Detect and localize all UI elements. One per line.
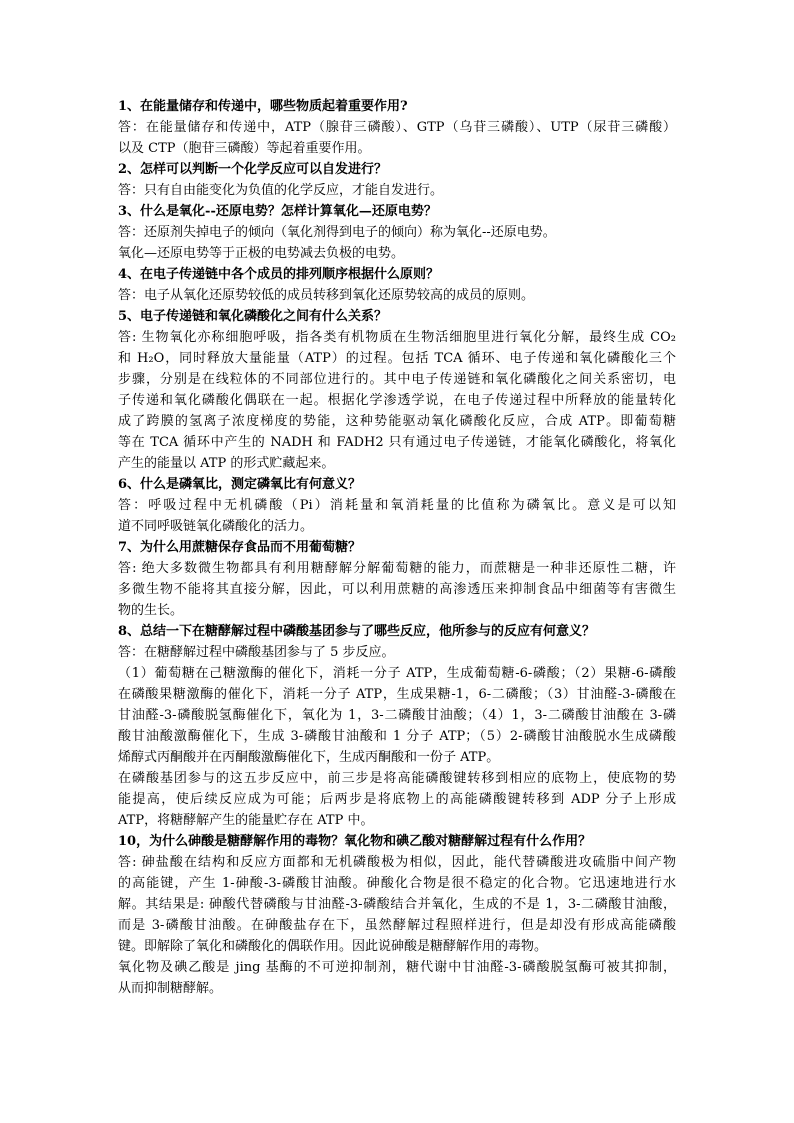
answer-line: 而是 3-磷酸甘油酸。在砷酸盐存在下，虽然酵解过程照样进行，但是却没有形成高能磷酸 <box>118 918 676 933</box>
qa-item <box>118 831 676 999</box>
question-heading: 8、总结一下在糖酵解过程中磷酸基团参与了哪些反应，他所参与的反应有何意义？ <box>118 624 596 639</box>
answer-line: （1）葡萄糖在己糖激酶的催化下，消耗一分子 ATP，生成葡萄糖-6-磷酸；（2）果糖-6-磷酸 <box>118 666 676 681</box>
answer-line: 甘油醛-3-磷酸脱氢酶催化下，氧化为 1，3-二磷酸甘油酸；（4）1，3-二磷酸甘油酸在 3-磷 <box>118 708 676 723</box>
answer-line: 产生的能量以 ATP 的形式贮藏起来。 <box>118 456 335 471</box>
answer-line: 答：呼吸过程中无机磷酸（Pi）消耗量和氧消耗量的比值称为磷氧比。意义是可以知 <box>118 498 676 513</box>
answer-line: 答：在能量储存和传递中，ATP（腺苷三磷酸）、GTP（乌苷三磷酸）、UTP（尿苷三磷酸） <box>118 120 676 135</box>
answer-line: 答：还原剂失掉电子的倾向（氧化剂得到电子的倾向）称为氧化--还原电势。 <box>118 225 556 240</box>
document-page <box>118 96 676 999</box>
question-heading: 2、怎样可以判断一个化学反应可以自发进行？ <box>118 162 388 177</box>
answer-line: 答: 砷盐酸在结构和反应方面都和无机磷酸极为相似，因此，能代替磷酸进攻硫脂中间产物 <box>118 855 676 870</box>
answer-line: 键。即解除了氧化和磷酸化的偶联作用。因此说砷酸是糖酵解作用的毒物。 <box>118 939 548 954</box>
qa-item <box>118 159 676 201</box>
answer-line: 和 H₂O，同时释放大量能量（ATP）的过程。包括 TCA 循环、电子传递和氧化磷酸化三个 <box>118 351 676 366</box>
answer-line: 酸甘油酸激酶催化下，生成 3-磷酸甘油酸和 1 分子 ATP；（5）2-磷酸甘油酸脱水生成磷酸 <box>118 729 676 744</box>
answer-line: 解。其结果是: 砷酸代替磷酸与甘油醛-3-磷酸结合并氧化，生成的不是 1，3-二磷酸甘油酸， <box>118 897 676 912</box>
qa-item <box>118 474 676 537</box>
answer-line: 能提高，使后续反应成为可能；后两步是将底物上的高能磷酸键转移到 ADP 分子上形成 <box>118 792 676 807</box>
answer-line: 道不同呼吸链氧化磷酸化的活力。 <box>118 519 314 534</box>
answer-line: 子传递和氧化磷酸化偶联在一起。根据化学渗透学说，在电子传递过程中所释放的能量转化 <box>118 393 676 408</box>
question-heading: 10，为什么砷酸是糖酵解作用的毒物？氧化物和碘乙酸对糖酵解过程有什么作用？ <box>118 834 592 849</box>
answer-line: 从而抑制糖酵解。 <box>118 981 223 996</box>
question-heading: 7、为什么用蔗糖保存食品而不用葡萄糖？ <box>118 540 362 555</box>
answer-line: 多微生物不能将其直接分解，因此，可以利用蔗糖的高渗透压来抑制食品中细菌等有害微生 <box>118 582 676 597</box>
answer-line: 以及 CTP（胞苷三磷酸）等起着重要作用。 <box>118 141 371 156</box>
qa-item <box>118 201 676 264</box>
answer-line: 的高能键，产生 1-砷酸-3-磷酸甘油酸。砷酸化合物是很不稳定的化合物。它迅速地进行水 <box>118 876 676 891</box>
answer-line: 答：电子从氧化还原势较低的成员转移到氧化还原势较高的成员的原则。 <box>118 288 535 303</box>
answer-line: 步骤，分别是在线粒体的不同部位进行的。其中电子传递链和氧化磷酸化之间关系密切，电 <box>118 372 676 387</box>
qa-item <box>118 537 676 621</box>
question-heading: 5、电子传递链和氧化磷酸化之间有什么关系？ <box>118 309 388 324</box>
question-heading: 6、什么是磷氧比，测定磷氧比有何意义？ <box>118 477 362 492</box>
qa-item <box>118 96 676 159</box>
answer-line: 成了跨膜的氢离子浓度梯度的势能，这种势能驱动氧化磷酸化反应，合成 ATP。即葡萄糖 <box>118 414 676 429</box>
question-heading: 3、什么是氧化--还原电势？怎样计算氧化—还原电势？ <box>118 204 437 219</box>
qa-item <box>118 264 676 306</box>
answer-line: 等在 TCA 循环中产生的 NADH 和 FADH2 只有通过电子传递链，才能氧化磷酸化，将氧化 <box>118 435 676 450</box>
answer-line: 答：只有自由能变化为负值的化学反应，才能自发进行。 <box>118 183 444 198</box>
answer-line: 在磷酸基团参与的这五步反应中，前三步是将高能磷酸键转移到相应的底物上，使底物的势 <box>118 771 676 786</box>
answer-line: 在磷酸果糖激酶的催化下，消耗一分子 ATP，生成果糖-1，6-二磷酸；（3）甘油醛-3-磷酸在 <box>118 687 676 702</box>
qa-item <box>118 306 676 474</box>
answer-line: 氧化物及碘乙酸是 jing 基酶的不可逆抑制剂，糖代谢中甘油醛-3-磷酸脱氢酶可被其抑制， <box>118 960 676 975</box>
qa-item <box>118 621 676 831</box>
answer-line: ATP，将糖酵解产生的能量贮存在 ATP 中。 <box>118 813 374 828</box>
question-heading: 1、在能量储存和传递中，哪些物质起着重要作用? <box>118 99 408 114</box>
answer-line: 烯醇式丙酮酸并在丙酮酸激酶催化下，生成丙酮酸和一份子 ATP。 <box>118 750 500 765</box>
answer-line: 物的生长。 <box>118 603 184 618</box>
question-heading: 4、在电子传递链中各个成员的排列顺序根据什么原则？ <box>118 267 440 282</box>
answer-line: 氧化—还原电势等于正极的电势减去负极的电势。 <box>118 246 405 261</box>
answer-line: 答: 生物氧化亦称细胞呼吸，指各类有机物质在生物活细胞里进行氧化分解，最终生成 CO₂ <box>118 330 676 345</box>
answer-line: 答：在糖酵解过程中磷酸基团参与了 5 步反应。 <box>118 645 395 660</box>
answer-line: 答: 绝大多数微生物都具有利用糖酵解分解葡萄糖的能力，而蔗糖是一种非还原性二糖，许 <box>118 561 676 576</box>
